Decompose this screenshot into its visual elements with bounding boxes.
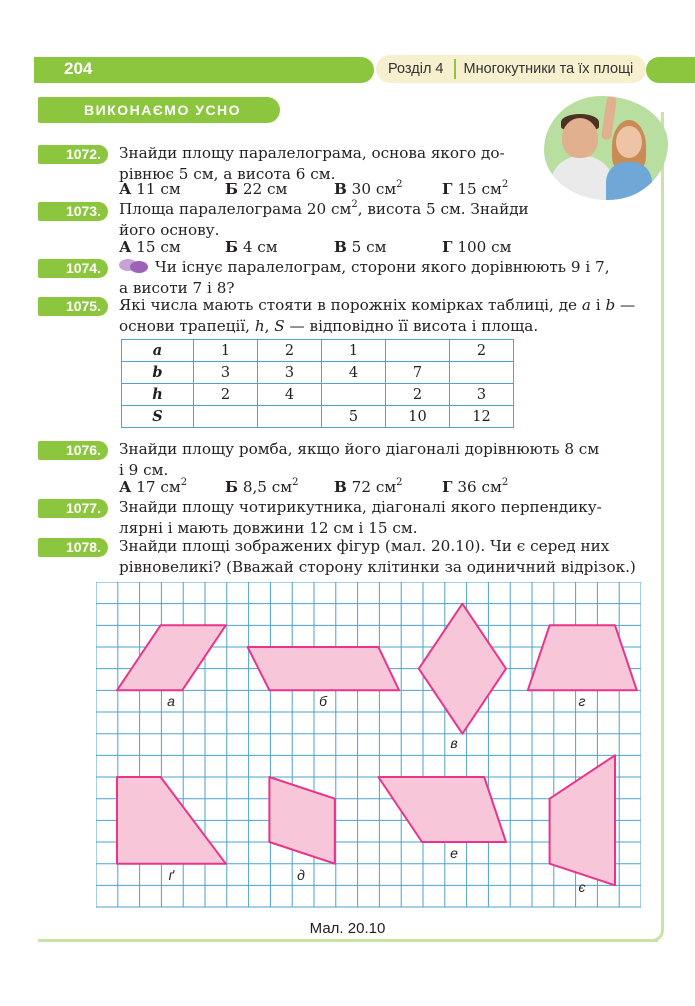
problem-text — [119, 257, 610, 299]
student-face — [562, 118, 598, 158]
label-b: б — [319, 693, 327, 709]
problem-line: а висоти 7 і 8? — [119, 279, 235, 297]
problem-text — [119, 143, 505, 185]
table-cell: 4 — [258, 384, 322, 406]
label-v: в — [450, 735, 458, 751]
problem-text — [119, 536, 636, 578]
section-banner: ВИКОНАЄМО УСНО — [38, 97, 280, 123]
table-cell — [258, 406, 322, 428]
shape-b — [248, 647, 400, 690]
problem-number: 1075. — [38, 297, 108, 316]
answer-option: В 30 $см^2$ — [334, 179, 403, 198]
row-header: a — [122, 340, 194, 362]
problem-number: 1076. — [38, 441, 108, 460]
answer-option: Г 100 см — [442, 238, 512, 256]
row-header: h — [122, 384, 194, 406]
trapezoid-table — [121, 339, 514, 428]
problem-number: 1074. — [38, 259, 108, 278]
table-row — [122, 406, 514, 428]
students-photo — [544, 96, 668, 200]
problem-text — [119, 439, 599, 481]
answer-option: Б 22 см — [225, 180, 288, 198]
table-cell: 2 — [194, 384, 258, 406]
shape-a — [117, 625, 226, 690]
problem-line: Знайди площі зображених фігур (мал. 20.10). Чи є серед них — [119, 537, 610, 555]
problem-number: 1078. — [38, 538, 108, 557]
answer-option: А 17 $см^2$ — [119, 477, 188, 496]
chapter-pill — [376, 55, 646, 83]
problem-number: 1077. — [38, 499, 108, 518]
answer-option: В 72 $см^2$ — [334, 477, 403, 496]
shape-g — [528, 625, 637, 690]
answer-option: А 11 см — [119, 180, 181, 198]
chapter-title: Многокутники та їх площі — [463, 61, 634, 77]
table-row — [122, 362, 514, 384]
problem-text — [119, 497, 602, 539]
answer-option: Б 8,5 $см^2$ — [225, 477, 299, 496]
label-gg: ґ — [168, 867, 174, 883]
grid-figure — [96, 582, 641, 910]
page-border — [652, 112, 664, 942]
problem-line: рівновеликі? (Вважай сторону клітинки за одиничний відрізок.) — [119, 558, 636, 576]
answer-option: Г 15 $см^2$ — [442, 179, 509, 198]
row-header: b — [122, 362, 194, 384]
shape-d — [269, 777, 334, 864]
table-cell: 3 — [258, 362, 322, 384]
row-header: S — [122, 406, 194, 428]
table-cell: 1 — [194, 340, 258, 362]
problem-line: Знайди площу ромба, якщо його діагоналі дорівнюють 8 см — [119, 440, 600, 458]
problem-line: рівнює 5 см, а висота 6 см. — [119, 165, 336, 183]
table-cell: 2 — [450, 340, 514, 362]
answer-option: Г 36 $см^2$ — [442, 477, 509, 496]
table-cell — [194, 406, 258, 428]
table-row — [122, 340, 514, 362]
student-body — [550, 156, 614, 200]
answer-option: А 15 см — [119, 238, 181, 256]
problem-line: Знайди площу чотирикутника, діагоналі якого перпендику- — [119, 498, 602, 516]
bottom-border — [38, 939, 658, 942]
problem-number: 1073. — [38, 202, 108, 221]
header-tail — [646, 57, 695, 83]
table-cell: 2 — [258, 340, 322, 362]
problem-line: лярні і мають довжини 12 см і 15 см. — [119, 519, 418, 537]
label-d: д — [297, 867, 305, 883]
shape-e — [378, 777, 506, 842]
problem-text — [119, 295, 635, 337]
label-ye: є — [578, 879, 586, 895]
problem-line: основи трапеції, h, S — відповідно її висота і площа. — [119, 317, 539, 335]
label-g: г — [578, 693, 586, 709]
discussion-icon — [119, 259, 149, 273]
figure-caption: Мал. 20.10 — [309, 920, 386, 937]
student-body — [606, 162, 652, 200]
table-cell: 3 — [194, 362, 258, 384]
table-cell: 10 — [386, 406, 450, 428]
table-cell: 4 — [322, 362, 386, 384]
problem-text — [119, 199, 529, 241]
table-cell: 5 — [322, 406, 386, 428]
problem-line: Які числа мають стояти в порожніх комірках таблиці, де a і b — — [119, 296, 636, 314]
table-cell: 7 — [386, 362, 450, 384]
table-cell: 12 — [450, 406, 514, 428]
section-label: Розділ 4 — [388, 61, 444, 77]
problem-line: і 9 см. — [119, 461, 169, 479]
table-row — [122, 384, 514, 406]
problem-line: його основу. — [119, 221, 220, 239]
table-cell — [450, 362, 514, 384]
answer-option: В 5 см — [334, 238, 387, 256]
label-a: а — [167, 693, 175, 709]
answer-option: Б 4 см — [225, 238, 278, 256]
table-cell: 2 — [386, 384, 450, 406]
student-face — [616, 126, 642, 158]
shape-v — [419, 604, 506, 734]
table-cell: 1 — [322, 340, 386, 362]
problem-line: Чи існує паралелограм, сторони якого дорівнюють 9 і 7, — [119, 257, 610, 278]
problem-number: 1072. — [38, 145, 108, 164]
page-number: 204 — [64, 59, 93, 78]
shape-ye — [550, 755, 615, 885]
table-cell — [386, 340, 450, 362]
label-e: е — [450, 845, 458, 861]
problem-line: Площа паралелограма 20 $см^2$, висота 5 см. Знайди — [119, 199, 529, 218]
problem-line: Знайди площу паралелограма, основа якого до- — [119, 144, 505, 162]
table-cell — [322, 384, 386, 406]
table-cell: 3 — [450, 384, 514, 406]
